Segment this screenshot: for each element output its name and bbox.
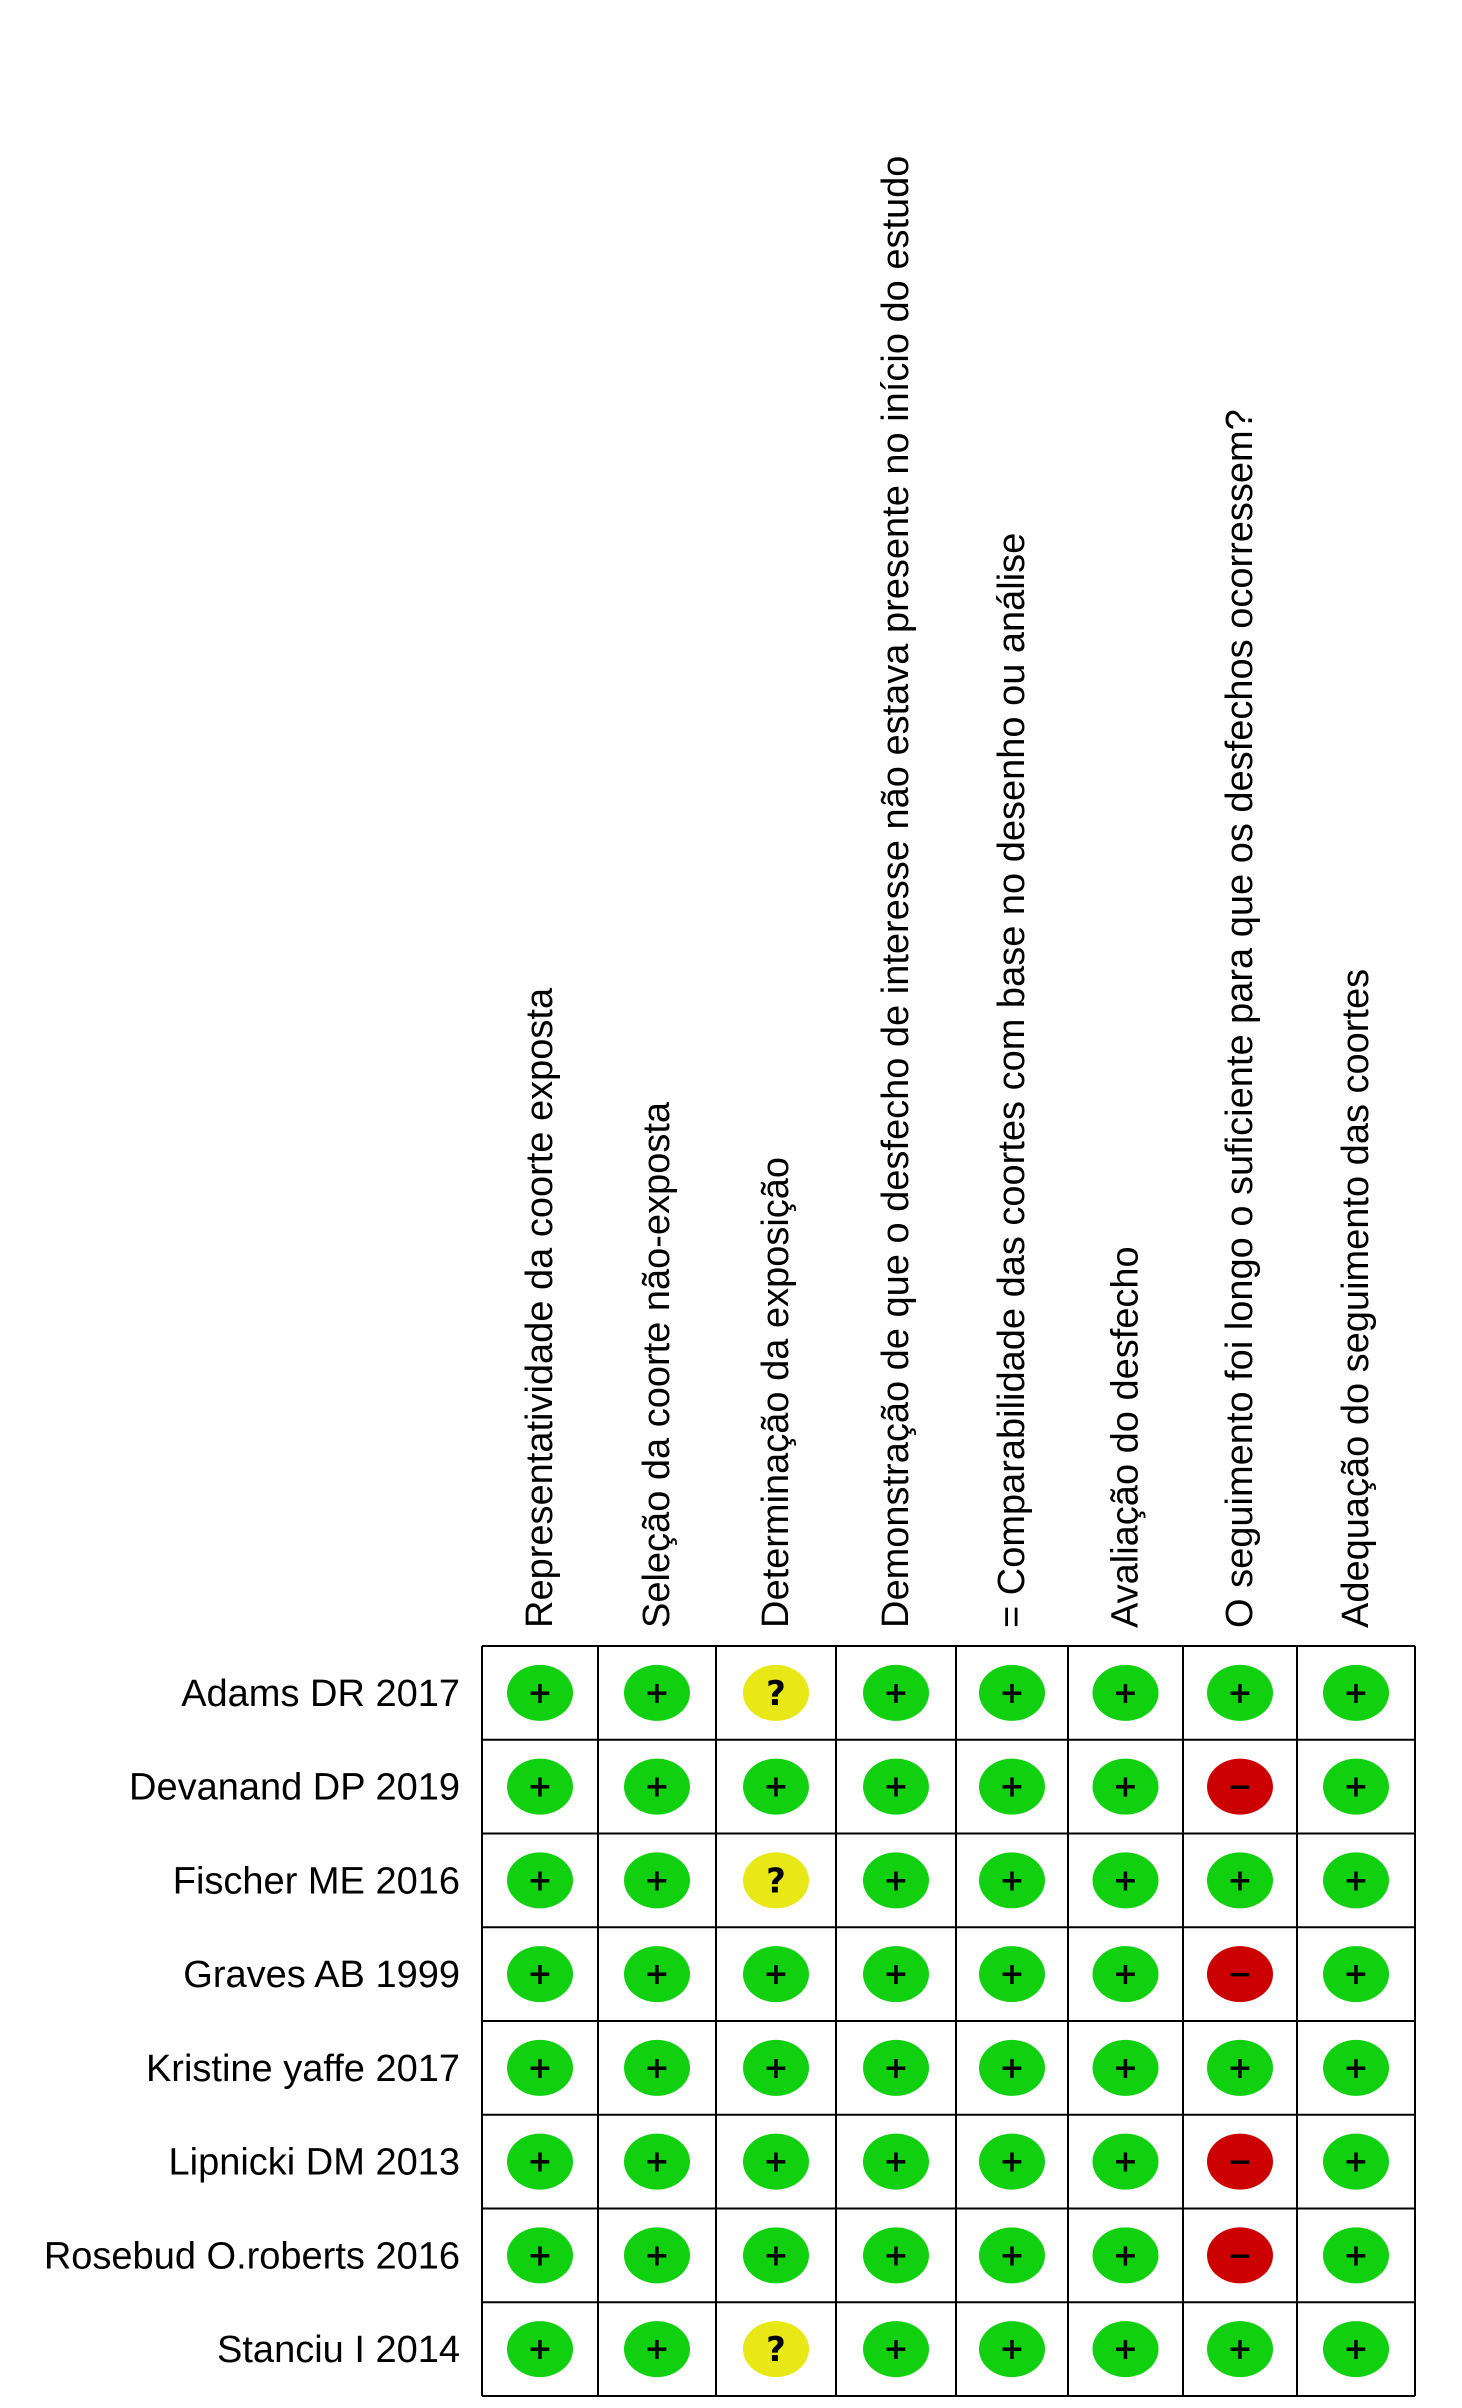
- column-label: O seguimento foi longo o suficiente para que os desfechos ocorressem?: [1219, 409, 1261, 1628]
- rating-symbol: +: [763, 2144, 789, 2180]
- rating-symbol: +: [1343, 1863, 1369, 1899]
- rating-high-marker: [1207, 2134, 1273, 2190]
- rating-low-marker: [863, 1759, 929, 1815]
- rating-symbol: +: [999, 2332, 1025, 2368]
- rating-symbol: ?: [766, 1861, 786, 1902]
- rating-symbol: +: [999, 2144, 1025, 2180]
- rating-symbol: +: [1112, 1957, 1139, 1993]
- rating-low-marker: [863, 1946, 929, 2002]
- row-label: Lipnicki DM 2013: [168, 2141, 460, 2184]
- rating-symbol: +: [999, 1675, 1025, 1711]
- rating-symbol: +: [527, 1769, 553, 1805]
- rating-symbol: +: [1112, 1863, 1139, 1899]
- row-label: Kristine yaffe 2017: [145, 2047, 460, 2090]
- column-label: Demonstração de que o desfecho de interesse não estava presente no início do estudo: [875, 155, 917, 1628]
- rating-low-marker: [1323, 1946, 1389, 2002]
- rating-symbol: +: [999, 2238, 1025, 2274]
- rating-low-marker: [1093, 2227, 1159, 2283]
- column-label: Determinação da exposição: [755, 1156, 797, 1628]
- rating-unclear-marker: [743, 1852, 809, 1908]
- rating-low-marker: [624, 2321, 690, 2377]
- rating-symbol: +: [763, 1957, 789, 1993]
- rating-symbol: +: [1112, 1675, 1139, 1711]
- rating-low-marker: [979, 2227, 1045, 2283]
- rating-low-marker: [1093, 2321, 1159, 2377]
- rating-low-marker: [507, 1946, 573, 2002]
- rating-low-marker: [979, 1665, 1045, 1721]
- rating-low-marker: [1323, 1759, 1389, 1815]
- rating-low-marker: [979, 2321, 1045, 2377]
- rating-low-marker: [1207, 2321, 1273, 2377]
- rating-low-marker: [624, 2227, 690, 2283]
- rating-low-marker: [863, 2321, 929, 2377]
- rating-low-marker: [1323, 2227, 1389, 2283]
- rating-symbol: +: [527, 1863, 553, 1899]
- rating-low-marker: [507, 2321, 573, 2377]
- rating-low-marker: [624, 1852, 690, 1908]
- rating-low-marker: [863, 2227, 929, 2283]
- column-label: Avaliação do desfecho: [1104, 1246, 1147, 1628]
- rating-symbol: +: [1227, 2050, 1253, 2086]
- rating-symbol: +: [644, 1675, 670, 1711]
- rating-symbol: +: [1112, 2332, 1139, 2368]
- rating-symbol: +: [883, 1769, 909, 1805]
- rating-symbol: −: [1227, 1957, 1253, 1993]
- rating-low-marker: [979, 2040, 1045, 2096]
- rating-symbol: +: [1343, 2332, 1369, 2368]
- column-label: Adequação do seguimento das coortes: [1335, 968, 1377, 1628]
- rating-low-marker: [743, 1946, 809, 2002]
- rating-low-marker: [1323, 1852, 1389, 1908]
- row-label: Fischer ME 2016: [172, 1860, 460, 1903]
- rating-symbol: +: [999, 1863, 1025, 1899]
- rating-low-marker: [1093, 2040, 1159, 2096]
- rating-symbol: +: [527, 2050, 553, 2086]
- row-labels: [44, 1673, 460, 2371]
- rating-symbol: +: [999, 1769, 1025, 1805]
- rating-unclear-marker: [743, 2321, 809, 2377]
- rating-high-marker: [1207, 1759, 1273, 1815]
- rating-grid: [482, 1646, 1415, 2396]
- rating-high-marker: [1207, 1946, 1273, 2002]
- rating-symbol: +: [527, 1957, 553, 1993]
- rating-low-marker: [624, 1946, 690, 2002]
- rating-symbol: +: [1343, 1769, 1369, 1805]
- column-label: Seleção da coorte não-exposta: [636, 1101, 678, 1628]
- rating-low-marker: [863, 2040, 929, 2096]
- rating-symbol: +: [1343, 1957, 1369, 1993]
- rating-symbol: +: [1343, 2144, 1369, 2180]
- rating-low-marker: [863, 1665, 929, 1721]
- rating-symbol: +: [999, 1957, 1025, 1993]
- rating-unclear-marker: [743, 1665, 809, 1721]
- rating-low-marker: [1207, 2040, 1273, 2096]
- row-label: Adams DR 2017: [181, 1672, 460, 1715]
- rating-low-marker: [979, 1852, 1045, 1908]
- rating-symbol: +: [883, 2050, 909, 2086]
- rating-symbol: +: [644, 1957, 670, 1993]
- rating-low-marker: [507, 1665, 573, 1721]
- row-label: Graves AB 1999: [183, 1954, 460, 1997]
- rating-low-marker: [979, 1946, 1045, 2002]
- rating-low-marker: [863, 1852, 929, 1908]
- rating-symbol: +: [1343, 2050, 1369, 2086]
- rating-low-marker: [1323, 2321, 1389, 2377]
- rating-low-marker: [743, 2227, 809, 2283]
- rating-symbol: +: [644, 2144, 670, 2180]
- rating-symbol: +: [527, 2332, 553, 2368]
- rating-symbol: ?: [766, 2330, 786, 2371]
- rating-symbol: +: [1227, 1675, 1253, 1711]
- rating-symbol: +: [644, 1863, 670, 1899]
- rating-symbol: −: [1227, 2238, 1253, 2274]
- rating-low-marker: [1323, 1665, 1389, 1721]
- rating-symbol: +: [1112, 2050, 1139, 2086]
- rating-low-marker: [624, 1665, 690, 1721]
- rating-symbol: +: [763, 1769, 789, 1805]
- rating-symbol: +: [883, 1863, 909, 1899]
- rating-low-marker: [507, 2227, 573, 2283]
- rating-symbol: +: [883, 2332, 909, 2368]
- rating-low-marker: [743, 2040, 809, 2096]
- rating-symbol: +: [1343, 1675, 1369, 1711]
- rating-symbol: +: [999, 2050, 1025, 2086]
- rating-symbol: +: [763, 2238, 789, 2274]
- rating-low-marker: [979, 1759, 1045, 1815]
- rating-low-marker: [743, 2134, 809, 2190]
- rating-symbol: +: [1343, 2238, 1369, 2274]
- rating-low-marker: [1323, 2040, 1389, 2096]
- rating-symbol: +: [883, 1957, 909, 1993]
- rating-low-marker: [743, 1759, 809, 1815]
- rating-symbol: +: [1112, 2144, 1139, 2180]
- rating-high-marker: [1207, 2227, 1273, 2283]
- rating-symbol: +: [644, 1769, 670, 1805]
- rating-low-marker: [1093, 2134, 1159, 2190]
- column-label: Representatividade da coorte exposta: [519, 987, 561, 1628]
- rating-symbol: +: [527, 2238, 553, 2274]
- rating-low-marker: [507, 1852, 573, 1908]
- rating-symbol: −: [1227, 2144, 1253, 2180]
- rating-symbol: +: [644, 2332, 670, 2368]
- row-label: Stanciu I 2014: [217, 2329, 460, 2372]
- rating-symbol: +: [1112, 2238, 1139, 2274]
- rating-symbol: +: [1227, 2332, 1253, 2368]
- rating-symbol: +: [883, 1675, 909, 1711]
- column-label: = Comparabilidade das coortes com base no desenho ou análise: [991, 532, 1033, 1628]
- rating-symbol: +: [763, 2050, 789, 2086]
- rating-low-marker: [1093, 1852, 1159, 1908]
- row-label: Devanand DP 2019: [129, 1766, 460, 1809]
- rating-symbol: +: [1112, 1769, 1139, 1805]
- rating-low-marker: [863, 2134, 929, 2190]
- rating-symbol: +: [883, 2144, 909, 2180]
- rating-low-marker: [1207, 1852, 1273, 1908]
- rating-low-marker: [624, 2134, 690, 2190]
- row-label: Rosebud O.roberts 2016: [43, 2235, 460, 2278]
- rating-low-marker: [1207, 1665, 1273, 1721]
- rating-symbol: −: [1227, 1769, 1253, 1805]
- rating-symbol: +: [527, 1675, 553, 1711]
- rating-low-marker: [507, 2134, 573, 2190]
- rating-low-marker: [624, 1759, 690, 1815]
- column-labels: [519, 156, 1377, 1628]
- rating-symbol: +: [883, 2238, 909, 2274]
- rating-symbol: ?: [766, 1673, 786, 1714]
- rating-symbol: +: [644, 2238, 670, 2274]
- rating-low-marker: [507, 1759, 573, 1815]
- rating-low-marker: [1093, 1946, 1159, 2002]
- rating-symbol: +: [644, 2050, 670, 2086]
- rating-symbol: +: [527, 2144, 553, 2180]
- rating-low-marker: [1093, 1665, 1159, 1721]
- rating-low-marker: [507, 2040, 573, 2096]
- rating-low-marker: [1323, 2134, 1389, 2190]
- rating-symbol: +: [1227, 1863, 1253, 1899]
- rating-low-marker: [624, 2040, 690, 2096]
- rating-low-marker: [1093, 1759, 1159, 1815]
- rating-low-marker: [979, 2134, 1045, 2190]
